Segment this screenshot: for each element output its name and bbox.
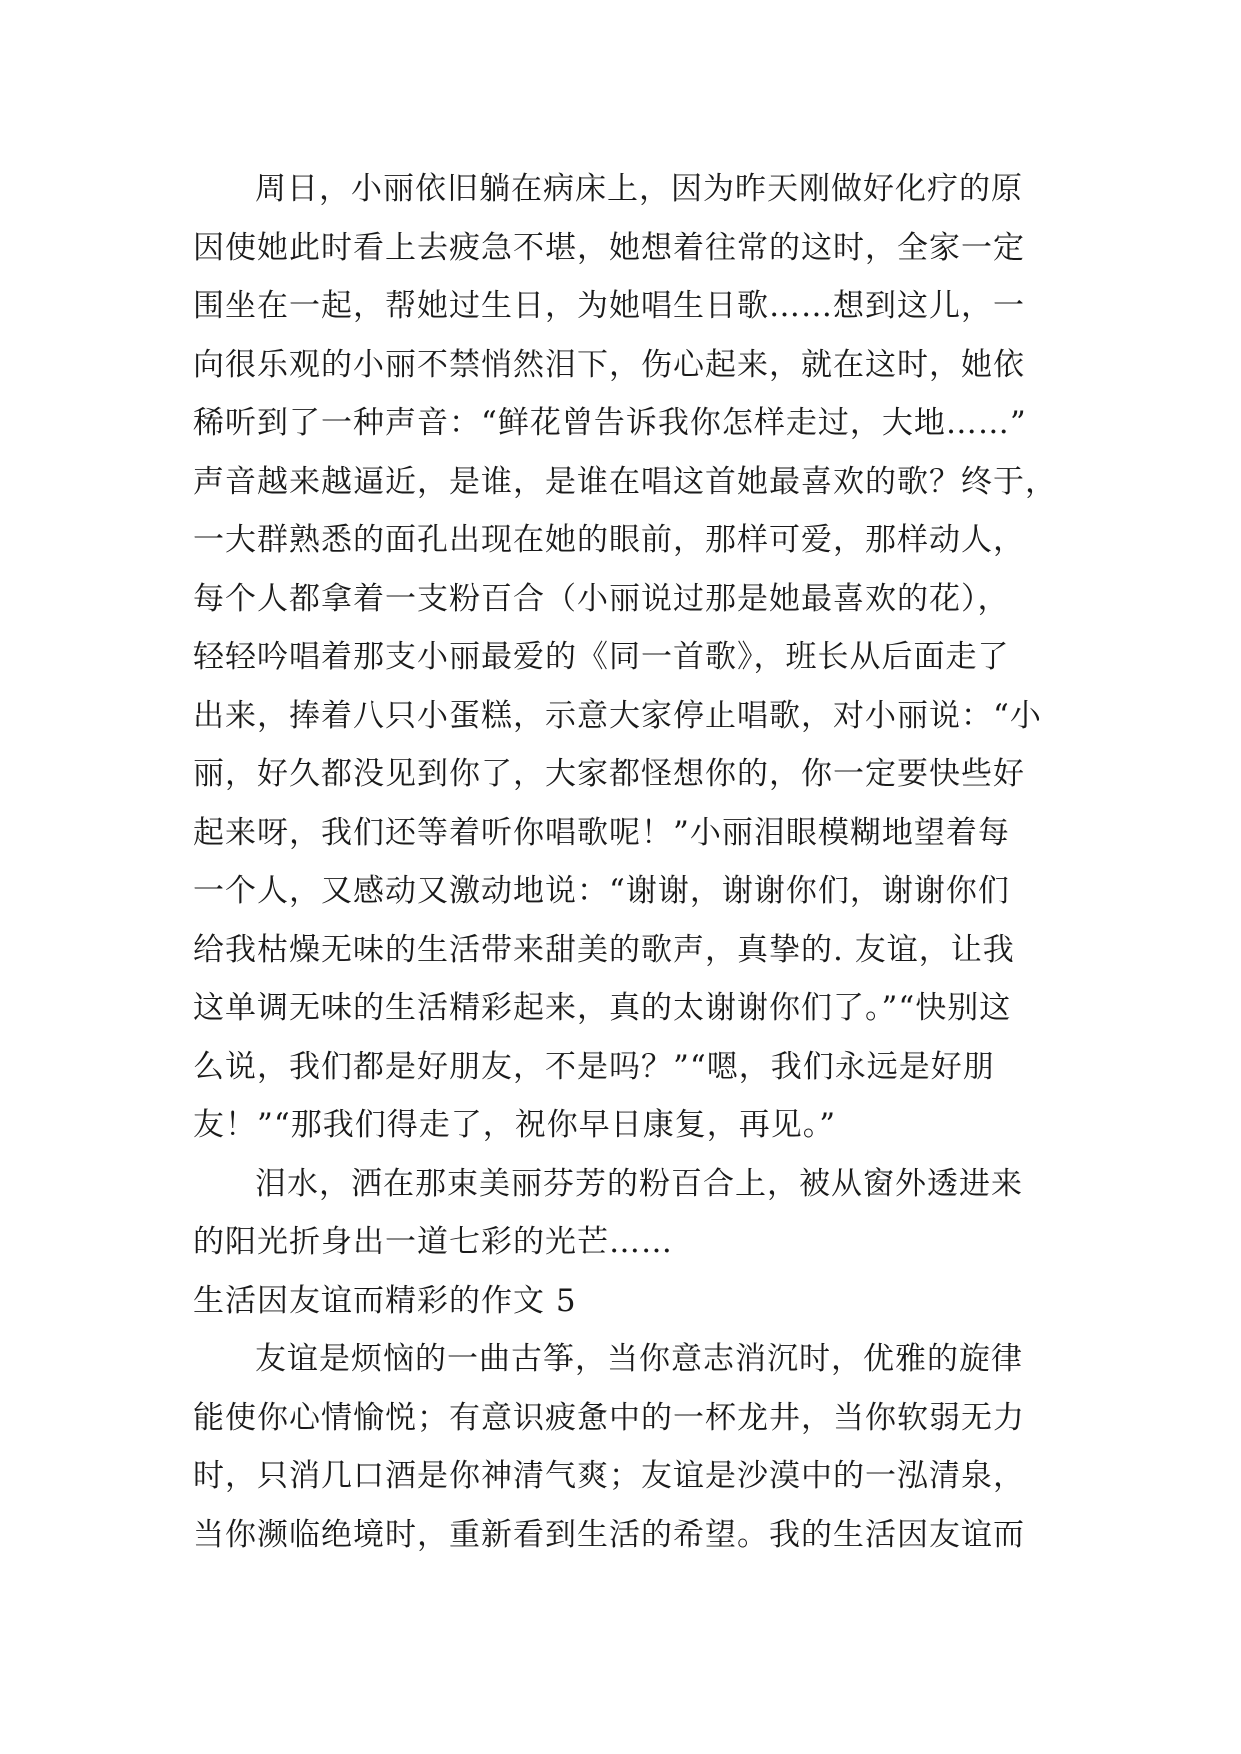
text-line: 一个人，又感动又激动地说：“谢谢，谢谢你们，谢谢你们 xyxy=(193,873,1010,909)
text-line: 么说，我们都是好朋友，不是吗？”“嗯，我们永远是好朋 xyxy=(193,1048,995,1085)
text-line: 丽，好久都没见到你了，大家都怪想你的，你一定要快些好 xyxy=(193,756,1025,792)
text-line: 能使你心情愉悦；有意识疲惫中的一杯龙井，当你软弱无力 xyxy=(193,1399,1025,1436)
paragraph xyxy=(193,160,1057,1155)
text-line: 声音越来越逼近，是谁，是谁在唱这首她最喜欢的歌？终于， xyxy=(193,463,1057,500)
text-line: 围坐在一起，帮她过生日，为她唱生日歌……想到这儿，一 xyxy=(193,288,1025,324)
text-line: 当你濒临绝境时，重新看到生活的希望。我的生活因友谊而 xyxy=(193,1516,1025,1553)
document-page xyxy=(193,160,1057,1564)
text-line: 出来，捧着八只小蛋糕，示意大家停止唱歌，对小丽说：“小 xyxy=(193,697,1042,734)
text-line: 这单调无味的生活精彩起来，真的太谢谢你们了。”“快别这 xyxy=(193,990,1012,1026)
text-line: 友谊是烦恼的一曲古筝，当你意志消沉时，优雅的旋律 xyxy=(255,1341,1023,1377)
text-line: 起来呀，我们还等着听你唱歌呢！”小丽泪眼模糊地望着每 xyxy=(193,814,1010,851)
paragraph xyxy=(193,1330,1051,1564)
text-line: 时，只消几口酒是你神清气爽；友谊是沙漠中的一泓清泉， xyxy=(193,1458,1025,1494)
text-line: 向很乐观的小丽不禁悄然泪下，伤心起来，就在这时，她依 xyxy=(193,346,1025,383)
text-line: 泪水，洒在那束美丽芬芳的粉百合上，被从窗外透进来 xyxy=(255,1165,1023,1202)
text-line: 因使她此时看上去疲急不堪，她想着往常的这时，全家一定 xyxy=(193,229,1025,266)
paragraph xyxy=(193,1155,1051,1272)
text-line: 周日，小丽依旧躺在病床上，因为昨天刚做好化疗的原 xyxy=(255,171,1023,207)
text-line: 友！”“那我们得走了，祝你早日康复，再见。” xyxy=(193,1107,837,1143)
section-heading: 生活因友谊而精彩的作文 5 xyxy=(193,1282,577,1319)
text-line: 稀听到了一种声音：“鲜花曾告诉我你怎样走过，大地……” xyxy=(193,405,1027,441)
text-line: 给我枯燥无味的生活带来甜美的歌声，真挚的. 友谊，让我 xyxy=(193,931,1015,968)
text-line: 一大群熟悉的面孔出现在她的眼前，那样可爱，那样动人， xyxy=(193,522,1025,558)
text-line: 每个人都拿着一支粉百合（小丽说过那是她最喜欢的花）， xyxy=(193,580,1010,617)
text-line: 的阳光折身出一道七彩的光芒…… xyxy=(193,1224,673,1260)
text-line: 轻轻吟唱着那支小丽最爱的《同一首歌》，班长从后面走了 xyxy=(193,639,1010,675)
